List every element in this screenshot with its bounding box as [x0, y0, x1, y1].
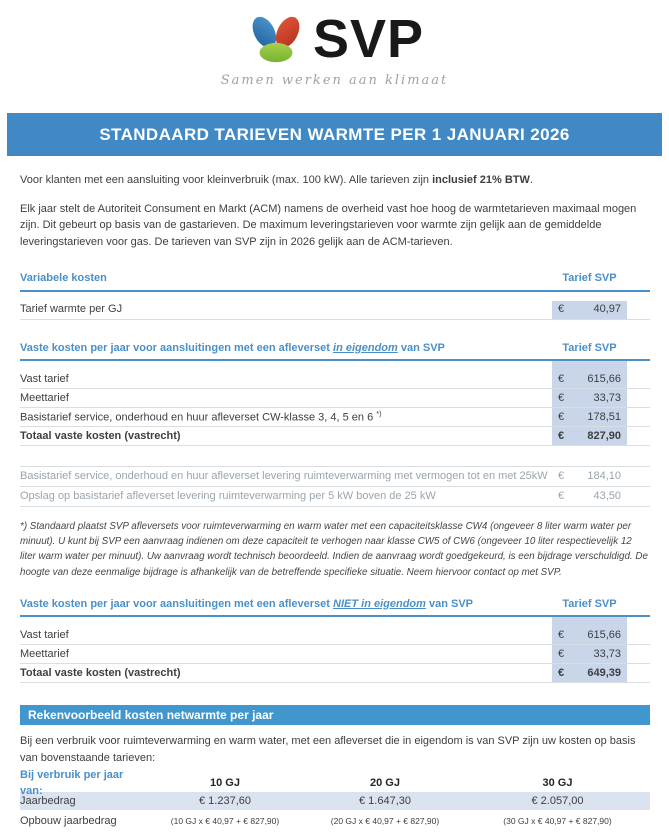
document-content — [20, 172, 650, 832]
currency-symbol: € — [558, 372, 565, 385]
row-value: 33,73 — [593, 391, 621, 404]
row-label: Meettarief — [20, 391, 69, 404]
row-value: 178,51 — [587, 410, 621, 423]
table-row — [20, 370, 650, 389]
currency-symbol: € — [558, 391, 565, 404]
column-10gj: 10 GJ — [210, 776, 240, 789]
row-value-cell — [552, 389, 627, 407]
table-row — [20, 389, 650, 408]
example-section-title: Rekenvoorbeeld kosten netwarmte per jaar — [28, 708, 274, 723]
footnote-text: *) Standaard plaatst SVP afleversets voor ruimteverwarming en warm water met een capaciteitsklasse CW4 (ongeveer 8 liter warm water per minuut). U kunt bij SVP een aanvraag indienen om deze capaciteit te verhogen naar klasse CW5 of CW6 (ongeveer 10 liter respectievelijk 12 liter warm water per minuut). Uw aanvraag wordt technisch beoordeeld. Indien de aanvraag wordt goedgekeurd, is een bijdrage verschuldigd. De hoogte van deze eenmalige bijdrage is afhankelijk van de betreffende specifieke situatie. Neem hiervoor contact op met SVP. — [20, 521, 648, 578]
column-header-tarief-svp: Tarief SVP — [562, 341, 617, 354]
jaarbedrag-20gj: € 1.647,30 — [359, 794, 411, 807]
svp-petals-icon — [245, 8, 307, 70]
logo — [0, 8, 669, 70]
opbouw-10gj: (10 GJ x € 40,97 + € 827,90) — [170, 815, 280, 826]
row-value: 649,39 — [587, 666, 621, 679]
column-20gj: 20 GJ — [370, 776, 400, 789]
table-title — [20, 340, 552, 357]
row-value-cell — [552, 487, 627, 506]
row-label: Opbouw jaarbedrag — [20, 814, 117, 827]
row-label: Basistarief service, onderhoud en huur afleverset levering ruimteverwarming met vermogen tot en met 25kW — [20, 470, 548, 483]
table-header — [20, 270, 650, 292]
row-value-cell — [552, 467, 627, 486]
row-value-cell — [552, 664, 627, 682]
row-value: 615,66 — [587, 372, 621, 385]
row-label: Totaal vaste kosten (vastrecht) — [20, 429, 181, 442]
footnote-marker: *) — [376, 408, 382, 418]
row-label: Meettarief — [20, 647, 69, 660]
example-opbouw-row — [20, 810, 650, 832]
row-value-cell — [552, 408, 627, 426]
currency-symbol: € — [558, 628, 565, 641]
row-label: Jaarbedrag — [20, 794, 76, 807]
title-post: van SVP — [425, 597, 474, 610]
column-header-tarief-svp: Tarief SVP — [562, 272, 617, 284]
example-header-row — [20, 768, 650, 798]
currency-symbol: € — [558, 647, 565, 660]
table-row — [20, 466, 650, 487]
table-total-row — [20, 664, 650, 683]
currency-symbol: € — [558, 410, 565, 423]
currency-symbol: € — [558, 470, 565, 483]
example-intro: Bij een verbruik voor ruimteverwarming en warm water, met een afleverset die in eigendom is van SVP zijn uw kosten op basis van bovenstaande tarieven: — [20, 735, 636, 764]
table-row — [20, 645, 650, 664]
table-header — [20, 596, 650, 618]
row-value: 615,66 — [587, 628, 621, 641]
table-row — [20, 626, 650, 645]
spacer-row — [20, 617, 650, 626]
opbouw-20gj: (20 GJ x € 40,97 + € 827,90) — [330, 815, 440, 826]
example-table — [20, 768, 650, 832]
title-banner — [7, 113, 662, 156]
title-emphasis: in eigendom — [333, 341, 398, 354]
table-row — [20, 487, 650, 507]
example-jaarbedrag-row — [20, 792, 650, 810]
currency-symbol: € — [558, 666, 565, 679]
row-value-cell — [552, 301, 627, 319]
intro-paragraph-2: Elk jaar stelt de Autoriteit Consument en Markt (ACM) namens de overheid vast hoe hoog de warmtetarieven maximaal mogen zijn. Dit gebeurt op basis van de gastarieven. De maximum leveringstarieven voor warmte zijn gelijk aan de gemiddelde leveringstarieven voor gas. De tarieven van SVP zijn in 2026 gelijk aan de ACM-tarieven. — [20, 202, 637, 248]
row-label: Tarief warmte per GJ — [20, 303, 123, 316]
row-value: 43,50 — [593, 490, 621, 503]
table-header — [20, 340, 650, 362]
title-emphasis: NIET in eigendom — [333, 597, 426, 610]
row-value-cell — [552, 370, 627, 388]
page-title: STANDAARD TARIEVEN WARMTE PER 1 JANUARI 2026 — [99, 124, 570, 144]
currency-symbol: € — [558, 303, 565, 316]
row-value-cell — [552, 645, 627, 663]
table-total-row — [20, 427, 650, 446]
table-secondary-rows — [20, 466, 650, 507]
title-post: van SVP — [397, 341, 445, 354]
brand-text: SVP — [312, 9, 425, 69]
example-section-bar — [20, 705, 650, 725]
title-pre: Vaste kosten per jaar voor aansluitingen met een afleverset — [20, 341, 334, 354]
row-label: Opslag op basistarief afleverset levering ruimteverwarming per 5 kW boven de 25 kW — [20, 490, 436, 503]
row-value: 827,90 — [587, 429, 621, 442]
row-label: Vast tarief — [20, 628, 69, 641]
currency-symbol: € — [558, 490, 565, 503]
row-value: 184,10 — [587, 470, 621, 483]
spacer-row — [20, 292, 650, 301]
spacer-row — [20, 361, 650, 370]
table-row — [20, 408, 650, 427]
example-header-label: Bij verbruik per jaar van: — [20, 768, 124, 798]
row-label — [20, 408, 552, 426]
row-label: Vast tarief — [20, 372, 69, 385]
column-header-tarief-svp: Tarief SVP — [562, 597, 617, 610]
table-title — [20, 596, 552, 613]
row-value-cell — [552, 427, 627, 445]
row-value: 40,97 — [593, 303, 621, 316]
intro-1-bold: inclusief 21% BTW — [432, 174, 530, 186]
intro-paragraph-1 — [20, 172, 650, 189]
logo-tagline: Samen werken aan klimaat — [220, 73, 449, 88]
column-30gj: 30 GJ — [542, 776, 573, 789]
opbouw-30gj: (30 GJ x € 40,97 + € 827,90) — [503, 815, 612, 826]
table-vaste-kosten-eigendom — [20, 340, 650, 447]
currency-symbol: € — [558, 429, 565, 442]
row-value-cell — [552, 626, 627, 644]
table-variabele-kosten — [20, 270, 650, 320]
jaarbedrag-30gj: € 2.057,00 — [531, 794, 584, 807]
table-row — [20, 301, 650, 320]
title-pre: Vaste kosten per jaar voor aansluitingen met een afleverset — [20, 597, 334, 610]
row-label-text: Basistarief service, onderhoud en huur afleverset CW-klasse 3, 4, 5 en 6 — [20, 411, 377, 424]
logo-header — [0, 0, 669, 88]
intro-1-text: Voor klanten met een aansluiting voor kleinverbruik (max. 100 kW). Alle tarieven zijn — [20, 174, 433, 186]
row-value: 33,73 — [593, 647, 621, 660]
table-title: Variabele kosten — [20, 272, 107, 284]
table-vaste-kosten-niet-eigendom — [20, 596, 650, 684]
row-label: Totaal vaste kosten (vastrecht) — [20, 666, 181, 679]
intro-1-period: . — [529, 174, 533, 186]
jaarbedrag-10gj: € 1.237,60 — [199, 794, 251, 807]
